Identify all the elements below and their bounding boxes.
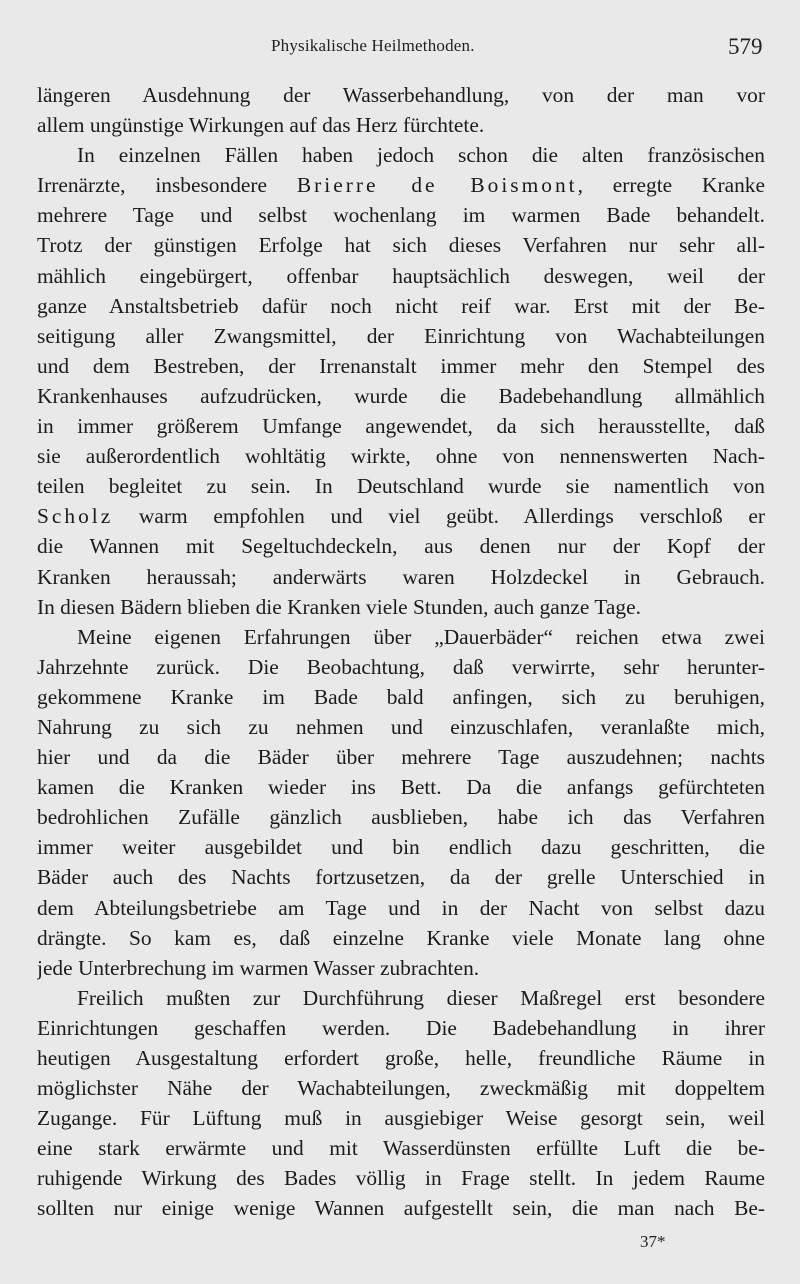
text-line bbox=[37, 291, 765, 321]
text-line bbox=[37, 742, 765, 772]
text-segment: die Wannen mit Segeltuchdeckeln, aus denen nur der Kopf der bbox=[37, 534, 765, 559]
text-segment: allem ungünstige Wirkungen auf das Herz fürchtete. bbox=[37, 113, 485, 138]
text-line bbox=[37, 471, 765, 501]
text-line bbox=[37, 682, 765, 712]
text-segment: hier und da die Bäder über mehrere Tage auszudehnen; nachts bbox=[37, 745, 765, 770]
text-segment: Irrenärzte, insbesondere bbox=[37, 173, 297, 198]
text-segment: ganze Anstaltsbetrieb dafür noch nicht reif war. Erst mit der Be- bbox=[37, 293, 765, 318]
text-line bbox=[37, 832, 765, 862]
text-segment: dem Abteilungsbetriebe am Tage und in der Nacht von selbst dazu bbox=[37, 895, 765, 920]
text-line bbox=[37, 802, 765, 832]
text-line bbox=[37, 772, 765, 802]
spaced-name: Scholz bbox=[37, 504, 114, 529]
text-segment: mählich eingebürgert, offenbar hauptsächlich deswegen, weil der bbox=[37, 263, 765, 288]
text-line bbox=[37, 1013, 765, 1043]
text-line bbox=[37, 351, 765, 381]
text-segment: sollten nur einige wenige Wannen aufgestellt sein, die man nach Be- bbox=[37, 1196, 765, 1221]
text-segment: Freilich mußten zur Durchführung dieser Maßregel erst besondere bbox=[77, 985, 765, 1010]
text-line bbox=[37, 983, 765, 1013]
text-segment: Bäder auch des Nachts fortzusetzen, da der grelle Unterschied in bbox=[37, 865, 765, 890]
text-line bbox=[37, 862, 765, 892]
body-text bbox=[37, 80, 765, 1224]
text-line bbox=[37, 1133, 765, 1163]
text-segment: Kranken heraussah; anderwärts waren Holzdeckel in Gebrauch. bbox=[37, 564, 765, 589]
text-segment: drängte. So kam es, daß einzelne Kranke viele Monate lang ohne bbox=[37, 925, 765, 950]
text-line bbox=[37, 170, 765, 200]
text-line bbox=[37, 712, 765, 742]
text-segment: möglichster Nähe der Wachabteilungen, zweckmäßig mit doppeltem bbox=[37, 1076, 765, 1101]
text-line bbox=[37, 1193, 765, 1223]
text-segment: warm empfohlen und viel geübt. Allerdings verschloß er bbox=[113, 504, 765, 529]
text-segment: immer weiter ausgebildet und bin endlich dazu geschritten, die bbox=[37, 835, 765, 860]
text-line bbox=[37, 200, 765, 230]
text-line bbox=[37, 411, 765, 441]
text-segment: sie außerordentlich wohltätig wirkte, ohne von nennenswerten Nach- bbox=[37, 444, 765, 469]
text-segment: Trotz der günstigen Erfolge hat sich dieses Verfahren nur sehr all- bbox=[37, 233, 765, 258]
text-segment: mehrere Tage und selbst wochenlang im warmen Bade behandelt. bbox=[37, 203, 765, 228]
text-segment: , erregte Kranke bbox=[577, 173, 765, 198]
text-line bbox=[37, 441, 765, 471]
text-line bbox=[37, 230, 765, 260]
text-line bbox=[37, 953, 765, 983]
text-segment: Meine eigenen Erfahrungen über „Dauerbäder“ reichen etwa zwei bbox=[77, 624, 765, 649]
text-line bbox=[37, 531, 765, 561]
text-line bbox=[37, 923, 765, 953]
text-segment: Einrichtungen geschaffen werden. Die Badebehandlung in ihrer bbox=[37, 1015, 765, 1040]
text-segment: Krankenhauses aufzudrücken, wurde die Badebehandlung allmählich bbox=[37, 383, 765, 408]
text-segment: Jahrzehnte zurück. Die Beobachtung, daß verwirrte, sehr herunter- bbox=[37, 654, 765, 679]
text-line bbox=[37, 893, 765, 923]
text-segment: teilen begleitet zu sein. In Deutschland wurde sie namentlich von bbox=[37, 474, 765, 499]
page-number: 579 bbox=[728, 34, 763, 59]
text-line bbox=[37, 140, 765, 170]
text-line bbox=[37, 110, 765, 140]
text-line bbox=[37, 652, 765, 682]
text-segment: bedrohlichen Zufälle gänzlich ausblieben, habe ich das Verfahren bbox=[37, 805, 765, 830]
text-line bbox=[37, 80, 765, 110]
text-segment: Nahrung zu sich zu nehmen und einzuschlafen, veranlaßte mich, bbox=[37, 714, 765, 739]
text-line bbox=[37, 622, 765, 652]
text-line bbox=[37, 1043, 765, 1073]
page-header bbox=[0, 30, 800, 66]
text-line bbox=[37, 562, 765, 592]
text-segment: ruhigende Wirkung des Bades völlig in Frage stellt. In jedem Raume bbox=[37, 1166, 765, 1191]
text-segment: In einzelnen Fällen haben jedoch schon die alten französischen bbox=[77, 143, 765, 168]
text-segment: gekommene Kranke im Bade bald anfingen, sich zu beruhigen, bbox=[37, 684, 765, 709]
text-segment: und dem Bestreben, der Irrenanstalt immer mehr den Stempel des bbox=[37, 353, 765, 378]
text-line bbox=[37, 1163, 765, 1193]
text-line bbox=[37, 1103, 765, 1133]
text-line bbox=[37, 381, 765, 411]
text-line bbox=[37, 592, 765, 622]
text-line bbox=[37, 321, 765, 351]
text-segment: jede Unterbrechung im warmen Wasser zubrachten. bbox=[37, 955, 480, 980]
text-segment: in immer größerem Umfange angewendet, da sich herausstellte, daß bbox=[37, 414, 765, 439]
text-line bbox=[37, 501, 765, 531]
running-head: Physikalische Heilmethoden. bbox=[271, 36, 475, 55]
text-segment: Zugange. Für Lüftung muß in ausgiebiger Weise gesorgt sein, weil bbox=[37, 1106, 765, 1131]
text-segment: In diesen Bädern blieben die Kranken viele Stunden, auch ganze Tage. bbox=[37, 594, 641, 619]
text-segment: kamen die Kranken wieder ins Bett. Da die anfangs gefürchteten bbox=[37, 775, 765, 800]
text-segment: längeren Ausdehnung der Wasserbehandlung, von der man vor bbox=[37, 83, 765, 107]
text-segment: seitigung aller Zwangsmittel, der Einrichtung von Wachabteilungen bbox=[37, 323, 765, 348]
text-line bbox=[37, 261, 765, 291]
text-segment: eine stark erwärmte und mit Wasserdünsten erfüllte Luft die be- bbox=[37, 1136, 765, 1161]
signature-mark: 37* bbox=[640, 1232, 666, 1251]
spaced-name: Brierre de Boismont bbox=[296, 173, 578, 198]
text-segment: heutigen Ausgestaltung erfordert große, helle, freundliche Räume in bbox=[37, 1046, 765, 1070]
text-line bbox=[37, 1073, 765, 1103]
